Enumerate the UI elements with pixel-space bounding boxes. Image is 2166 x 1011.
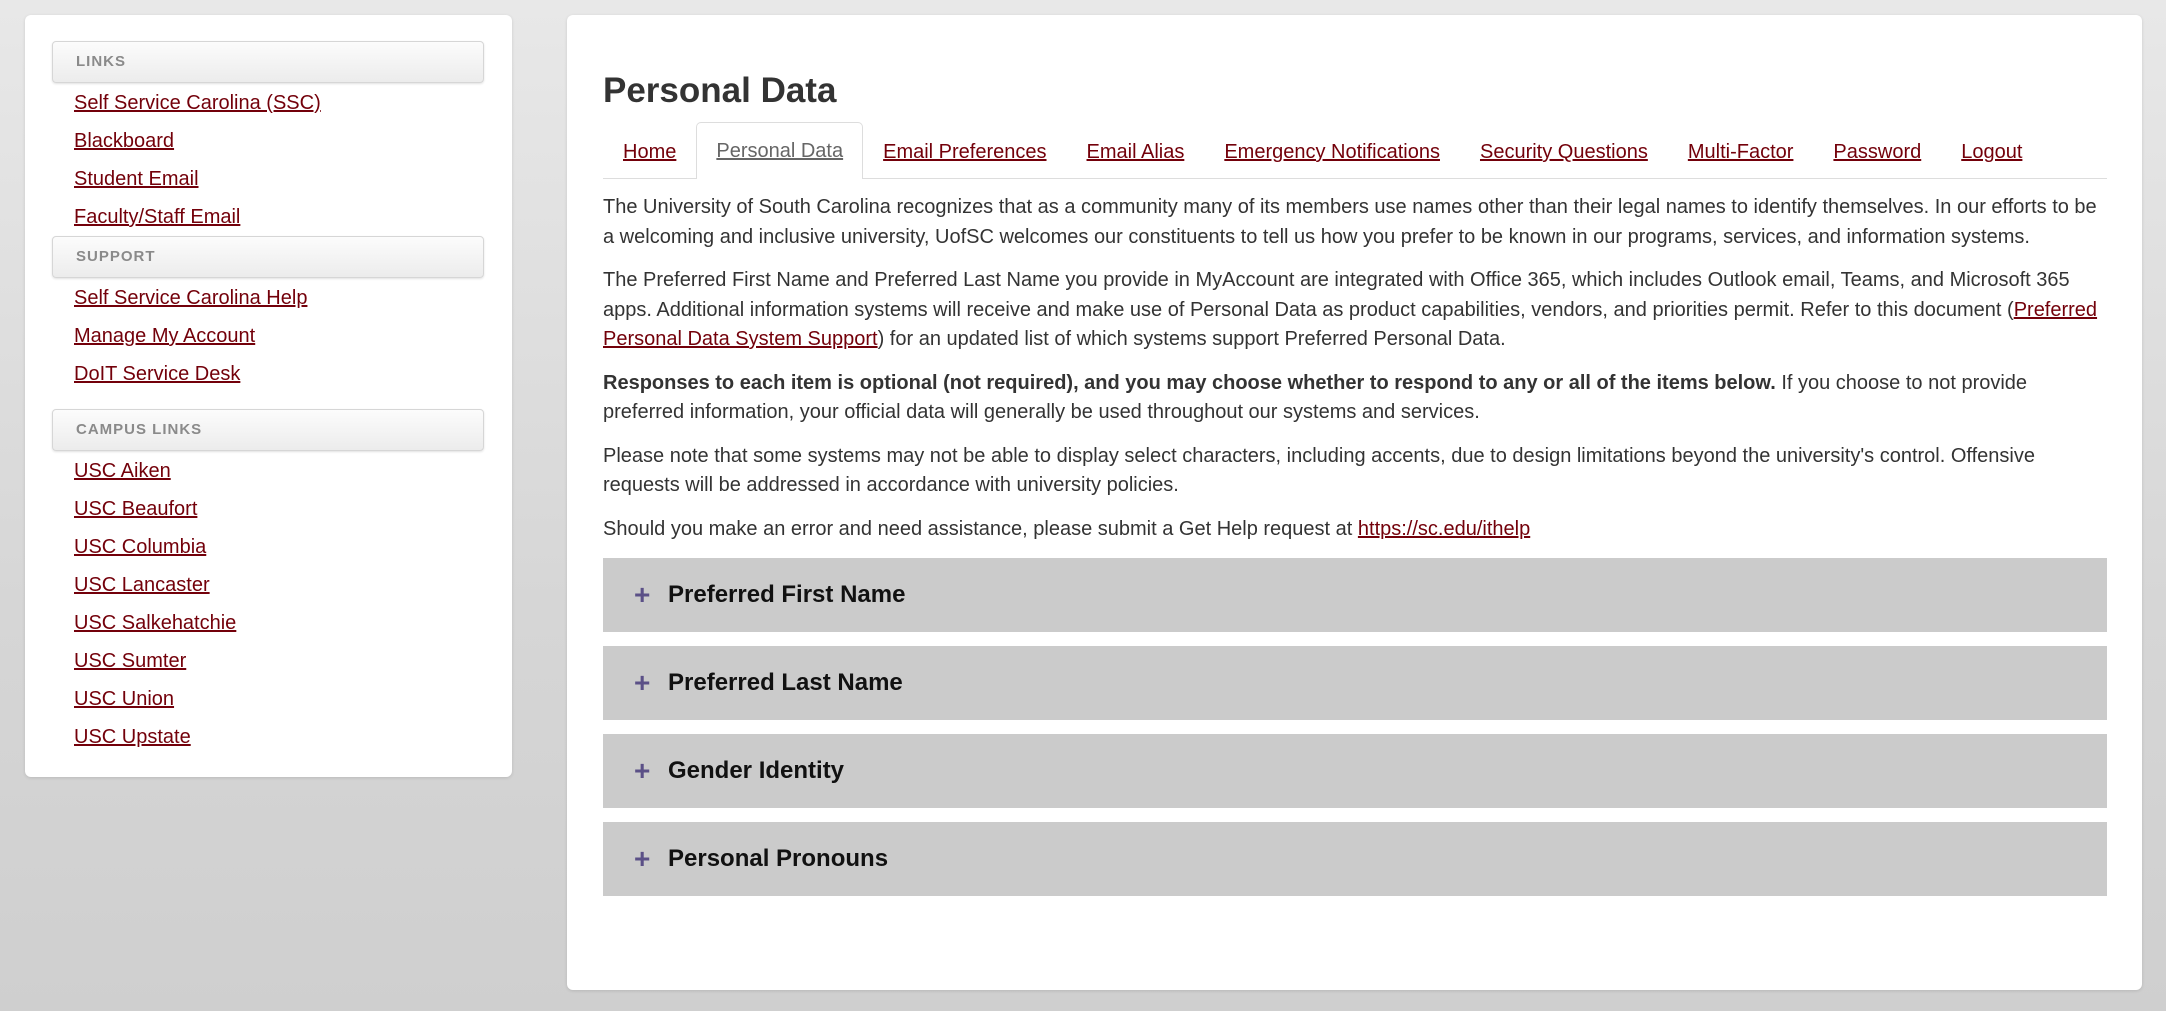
page-title: Personal Data bbox=[603, 71, 837, 110]
tab-logout[interactable]: Logout bbox=[1961, 141, 2023, 163]
integration-paragraph bbox=[603, 266, 2107, 355]
nav-list-support bbox=[52, 279, 484, 393]
tab-email-alias[interactable]: Email Alias bbox=[1086, 141, 1185, 163]
optional-notice-text: If you choose to not provide preferred information, your official data will generally be used throughout our systems and services. bbox=[603, 371, 2028, 423]
nav-link-usc-aiken[interactable]: USC Aiken bbox=[74, 460, 171, 482]
ithelp-link[interactable]: https://sc.edu/ithelp bbox=[1357, 517, 1531, 540]
nav-link-manage-account[interactable]: Manage My Account bbox=[74, 325, 256, 347]
plus-icon: + bbox=[634, 843, 651, 874]
accordion-gender-identity[interactable] bbox=[603, 734, 2107, 808]
nav-link-usc-lancaster[interactable]: USC Lancaster bbox=[74, 574, 210, 596]
nav-link-doit-service-desk[interactable]: DoIT Service Desk bbox=[74, 363, 241, 385]
nav-link-usc-columbia[interactable]: USC Columbia bbox=[74, 536, 207, 558]
accordion-preferred-first-name[interactable] bbox=[603, 558, 2107, 632]
nav-item bbox=[74, 718, 484, 756]
tab-security-questions[interactable]: Security Questions bbox=[1479, 141, 1648, 163]
help-paragraph bbox=[603, 515, 2107, 545]
nav-item bbox=[74, 317, 484, 355]
plus-icon: + bbox=[634, 579, 651, 610]
accordion-label: Preferred First Name bbox=[668, 581, 906, 608]
accordion-personal-pronouns[interactable] bbox=[603, 822, 2107, 896]
optional-notice-paragraph bbox=[603, 369, 2107, 428]
accordion-preferred-last-name[interactable] bbox=[603, 646, 2107, 720]
nav-header-links: LINKS bbox=[52, 41, 484, 83]
nav-item bbox=[74, 642, 484, 680]
intro-paragraph: The University of South Carolina recognizes that as a community many of its members use names other than their legal names to identify themselves. In our efforts to be a welcoming and inclusive university, UofSC welcomes our constituents to tell us how you prefer to be known in our programs, services, and information systems. bbox=[603, 196, 2097, 248]
tab-multi-factor[interactable]: Multi-Factor bbox=[1687, 141, 1794, 163]
integration-text-end: ) for an updated list of which systems support Preferred Personal Data. bbox=[877, 328, 1506, 350]
nav-link-usc-union[interactable]: USC Union bbox=[74, 688, 175, 710]
nav-list-links bbox=[52, 84, 484, 236]
character-limit-paragraph: Please note that some systems may not be able to display select characters, including accents, due to design limitations beyond the university's control. Offensive requests will be addressed in accordance with university policies. bbox=[603, 444, 2035, 496]
nav-link-student-email[interactable]: Student Email bbox=[74, 168, 199, 190]
tab-home[interactable]: Home bbox=[623, 141, 677, 163]
nav-item bbox=[74, 279, 484, 317]
plus-icon: + bbox=[634, 755, 651, 786]
nav-item bbox=[74, 680, 484, 718]
nav-item bbox=[74, 160, 484, 198]
nav-item bbox=[74, 604, 484, 642]
nav-link-usc-salkehatchie[interactable]: USC Salkehatchie bbox=[74, 612, 237, 634]
nav-link-usc-upstate[interactable]: USC Upstate bbox=[74, 726, 191, 748]
tab-emergency-notifications[interactable]: Emergency Notifications bbox=[1224, 141, 1440, 163]
spacer bbox=[52, 393, 484, 409]
nav-link-ssc-help[interactable]: Self Service Carolina Help bbox=[74, 287, 308, 309]
optional-notice-bold: Responses to each item is optional (not required), and you may choose whether to respond to any or all of the items below. bbox=[603, 371, 1776, 394]
nav-item bbox=[74, 490, 484, 528]
tab-email-preferences[interactable]: Email Preferences bbox=[883, 141, 1047, 163]
sidebar bbox=[25, 15, 512, 777]
accordion-label: Preferred Last Name bbox=[668, 669, 903, 696]
help-text: Should you make an error and need assistance, please submit a Get Help request at bbox=[603, 517, 1358, 540]
tab-bar bbox=[603, 123, 2107, 179]
integration-text: The Preferred First Name and Preferred Last Name you provide in MyAccount are integrated with Office 365, which includes Outlook email, Teams, and Microsoft 365 apps. Additional information systems will receive and make use of Personal Data as product capabilities, vendors, and priorities permit. Refer to this document ( bbox=[603, 269, 2070, 321]
tab-personal-data[interactable]: Personal Data bbox=[696, 122, 863, 179]
nav-item bbox=[74, 355, 484, 393]
tab-password[interactable]: Password bbox=[1833, 141, 1922, 163]
nav-link-blackboard[interactable]: Blackboard bbox=[74, 130, 175, 152]
nav-link-usc-beaufort[interactable]: USC Beaufort bbox=[74, 498, 198, 520]
nav-header-support: SUPPORT bbox=[52, 236, 484, 278]
accordion-label: Gender Identity bbox=[668, 757, 845, 784]
main-panel bbox=[567, 15, 2142, 990]
nav-item bbox=[74, 198, 484, 236]
nav-link-ssc[interactable]: Self Service Carolina (SSC) bbox=[74, 92, 321, 114]
nav-list-campus bbox=[52, 452, 484, 756]
nav-item bbox=[74, 452, 484, 490]
nav-item bbox=[74, 528, 484, 566]
nav-link-usc-sumter[interactable]: USC Sumter bbox=[74, 650, 187, 672]
system-support-link[interactable]: Preferred Personal Data System Support bbox=[603, 298, 2098, 350]
nav-item bbox=[74, 566, 484, 604]
nav-item bbox=[74, 122, 484, 160]
nav-link-faculty-staff-email[interactable]: Faculty/Staff Email bbox=[74, 206, 241, 228]
nav-item bbox=[74, 84, 484, 122]
accordion-label: Personal Pronouns bbox=[668, 845, 889, 872]
plus-icon: + bbox=[634, 667, 651, 698]
nav-header-campus-links: CAMPUS LINKS bbox=[52, 409, 484, 451]
